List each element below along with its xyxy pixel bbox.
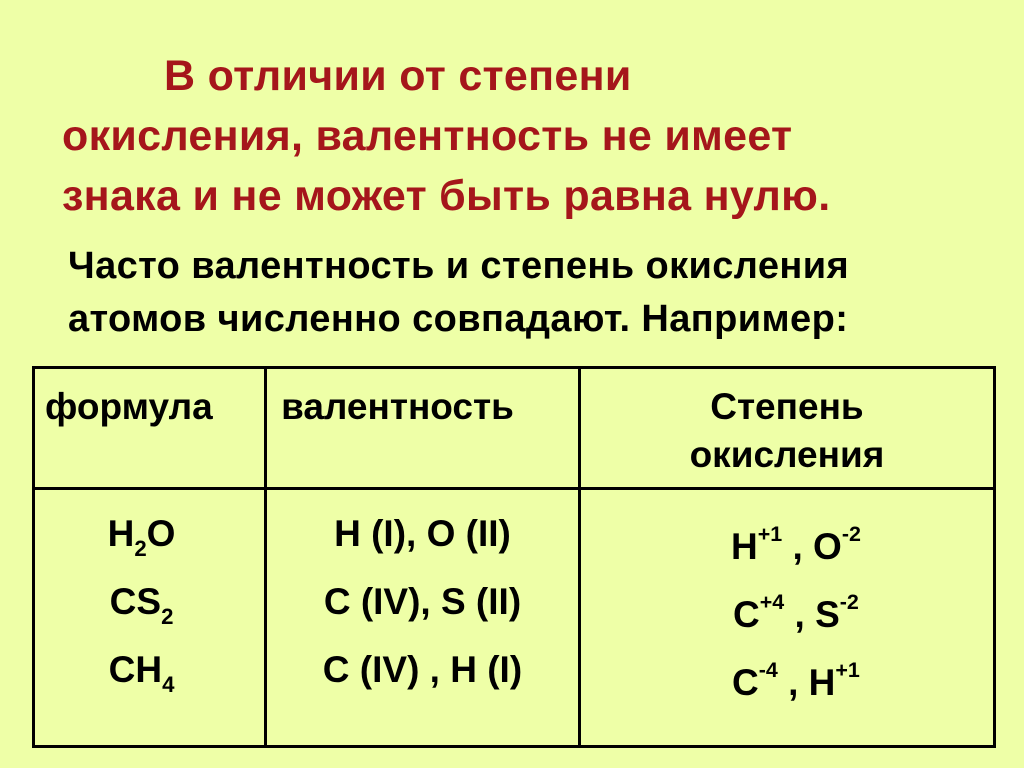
oxidation-h2o: $H^{+1}$ , $O^{-2}$ <box>731 522 861 568</box>
formula-cell <box>34 489 266 747</box>
formula-cs2: $CS_2$ <box>109 581 174 629</box>
oxidation-ch4: $C^{-4}$ , $H^{+1}$ <box>732 658 860 704</box>
valence-oxidation-table <box>32 366 996 748</box>
intro-line-2: атомов численно совпадают. Например: <box>68 298 849 340</box>
table-body-row <box>34 489 995 747</box>
intro-text <box>68 240 1008 346</box>
oxidation-cell <box>579 489 994 747</box>
valence-ch4: C (IV) , H (I) <box>322 649 523 690</box>
valence-h2o: H (I), O (II) <box>334 513 511 554</box>
table-header-row <box>34 368 995 489</box>
header-oxidation <box>579 368 994 489</box>
header-valence <box>266 368 580 489</box>
header-formula-label: формула <box>45 386 213 427</box>
valence-cs2: C (IV), S (II) <box>323 581 522 622</box>
header-valence-label: валентность <box>281 386 514 427</box>
title-line-1: В отличии от степени <box>164 52 632 100</box>
header-oxidation-line-2: окисления <box>689 434 885 475</box>
intro-line-1: Часто валентность и степень окисления <box>68 245 850 287</box>
valence-cell <box>266 489 580 747</box>
title-line-3: знака и не может быть равна нулю. <box>62 172 831 220</box>
formula-h2o: $H_2O$ <box>107 513 176 561</box>
formula-ch4: $CH_4$ <box>108 649 175 697</box>
oxidation-cs2: $C^{+4}$ , $S^{-2}$ <box>733 590 859 636</box>
header-oxidation-label <box>581 369 993 479</box>
header-oxidation-line-1: Степень <box>710 386 864 427</box>
header-formula <box>34 368 266 489</box>
title-line-2: окисления, валентность не имеет <box>62 112 793 160</box>
slide-title <box>62 46 982 226</box>
